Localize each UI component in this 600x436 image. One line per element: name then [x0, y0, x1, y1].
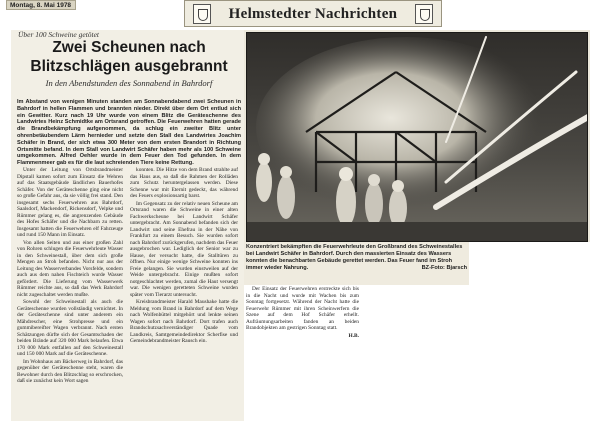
- paragraph: Kreisbrandmeister Harald Maushake hatte die Meldung vom Brand in Bahrdorf auf dem Wege nach Wolfenbüttel mitgehört und lenkte seinen Wagen sofort nach Bahrdorf. Dort trafen auch Brandschutzsachverständiger Quade vom Landkreis, Samtgemeindedirektor Scherfise und Gemeindebrandmeister Rausch ein.: [130, 299, 238, 344]
- coat-of-arms-icon: [415, 4, 433, 24]
- headline-line-2: Blitzschlägen ausgebrannt: [30, 58, 228, 75]
- article-column-2: [130, 167, 238, 417]
- author-signature: H.B.: [348, 332, 359, 339]
- paragraph: Sowohl der Schweinestall als auch die Geräteschenne wurden vollständig vernichtet. In der Geräteschenne sind unter anderem ein Mähdrescher, eine Strohpresse und ein gummibereifter Wagen verbrannt. Nach ersten Schätzungen dürfte sich der Gesamtschaden der beiden Brände auf 320 000 Mark belaufen. Etwa 170 000 Mark entfallen auf den Schweinestall und 150 000 Mark auf die Geräteschenne.: [17, 299, 123, 357]
- photo-credit: BZ-Foto: Bjarsch: [421, 264, 467, 271]
- photo-caption: [246, 244, 467, 272]
- article-column-1: [17, 167, 123, 415]
- newspaper-name: Helmstedter Nachrichten: [228, 6, 398, 22]
- date-tag: Montag, 8. Mai 1978: [6, 0, 76, 10]
- ground: [246, 222, 588, 242]
- fire-photo: [246, 32, 588, 242]
- article-column-3: [246, 286, 359, 418]
- article-lead: Im Abstand von wenigen Minuten standen am Sonnabendabend zwei Scheunen in Bahrdorf in hellen Flammen und brannten nieder. Direkt über dem Ort entlud sich ein Gewitter. Kurz nach 19 Uhr wurde von einem Blitz die Geräteschenne des Landwirtes Heinz Schmidtke am Ortsrand getroffen. Die Feuerwehren hatten gerade die Brandbekämpfung aufgenommen, da schlug ein zweiter Blitz unter ohrenbetäubendem Lärm hernieder und setzte den Stall des Landwirtes Joachim Schäfer in Brand, der sich etwa 300 Meter von dem ersten Brandort in Richtung Ortsmitte befand. In dem Stall von Landwirt Schäfer haben mehr als 100 Schweine umgekommen. Alfred Oehler wurde in dem Feuer den Tod gefunden. In dem Flammenmeer gab es für die laut schreienden Tiere keine Rettung.: [17, 99, 241, 167]
- paragraph: Im Gegensatz zu der relativ neuen Scheune am Ortsrand waren die Schweine in einer alten Fachwerkscheune bei Landwirt Schäfer untergebracht. Am Sonnabend befanden sich der Landwirt und seine Ehefrau in der Nähe von Frankfurt zu einem Besuch. Sie wurden sofort nach Bahrdorf zurückgerufen, nachdem das Feuer ausgebrochen war. Lediglich der Senior war zu Hause, der versucht hatte, die Stalltüren zu öffnen. Nur einige wenige Schweine konnten ins Freie gelangen. Sie wurden einstweilen auf der Weide untergebracht. Einige mußten sofort notgeschlachtet werden, zumal die Haut versengt war. Die wenigen geretteten Schweine wurden später vom Tierarzt untersucht.: [130, 200, 238, 298]
- headline-line-1: Zwei Scheunen nach: [52, 39, 206, 56]
- paragraph: Im Wohnhaus am Bäckerweg in Bahrdorf, das gegenüber der Geräteschenne steht, waren die Bewohner durch den Blitzschlag so erschrocken, daß sie zunächst kein Wort sagen: [17, 358, 123, 384]
- coat-of-arms-icon: [193, 4, 211, 24]
- paragraph: Von allen Seiten und aus einer großen Zahl von Rohren schlugen die Feuerwehrleute Wasser in den Schweinestall, über dem sich große Mengen an Stroh befanden. Nicht nur aus der Leitung des Wasserverbandes Vorsfelde, sondern auch aus dem nahen Fischteich wurde Wasser gefördert. Die Lieferung vom Wasserwerk Rümmer reichte aus, so daß das Werk Bahrdorf nicht zugeschaltet werden mußte.: [17, 239, 123, 298]
- article-subheadline: In den Abendstunden des Sonnabend in Bahrdorf: [45, 78, 213, 88]
- caption-text: Konzentriert bekämpften die Feuerwehrleute den Großbrand des Schweinestalles bei Landwirt Schäfer in Bahrdorf. Durch den massierten Einsatz des Wassers konnten die benachbarten Gebäude gerettet werden. Das Feuer fand im Stroh immer wieder Nahrung.: [246, 244, 463, 271]
- article-kicker: Über 100 Schweine getötet: [18, 30, 100, 39]
- paragraph: konnten. Die Hitze von dem Brand strahlte auf das Haus aus, so daß die Rahmen der Rolläden zum Schutz heruntergelassen werden. Diese Schenne war mit Eternit gedeckt, das während des Feuers explosionsartig barst.: [130, 167, 238, 199]
- paragraph: Der Einsatz der Feuerwehren erstreckte sich bis in die Nacht und wurde mit Wachen bis zum Sonntag fortgesetzt. Während der Nacht hatte die Feuerwehr Rümmer mit ihren Scheinwerfern die Szene auf dem Hof Schäfer erhellt. Aufräumungsarbeiten fanden an beiden Brandobjekten am gestrigen Sonntag statt.: [246, 286, 359, 331]
- article-headline: [16, 38, 242, 76]
- newspaper-masthead: [184, 0, 442, 27]
- paragraph: Unter der Leitung von Ortsbrandmeister Dipstall kamen sofort zum Einsatz die Wehren auf das Staatsgebäude ländlichen Bauerhofes Schäfer. Von der Geräteschenne ging eine nicht so große Gefahr aus, da sie völlig frei stand. Den insgesamt sechs Feuerwehren aus Bahrdorf, Saalsdorf, Mackendorf, Rickensdorf, Velpke und Rümmer gelang es, die angrenzenden Gebäude des Hofes Schäfer und die Nachbarn zu retten. Insgesamt hatten die Feuerwehren elf Fahrzeuge und rund 150 Mann im Einsatz.: [17, 167, 123, 238]
